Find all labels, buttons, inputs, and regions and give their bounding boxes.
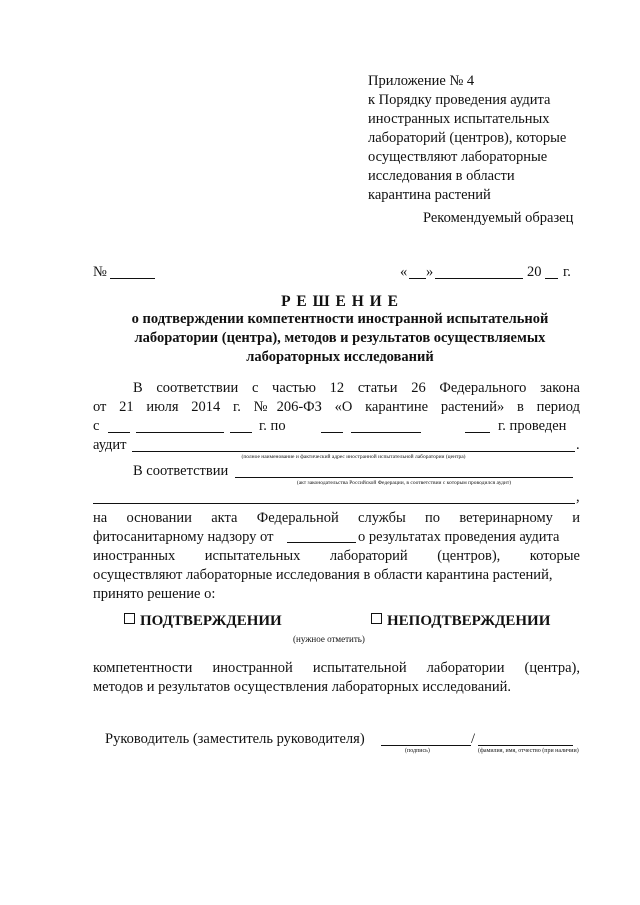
- act-date-blank: [287, 542, 356, 543]
- accordance-blank-continuation: [93, 503, 575, 504]
- full-name-hint: (фамилия, имя, отчество (при наличии): [478, 748, 579, 754]
- accordance-hint: (акт законодательства Российской Федерации, в соответствии с которым проводился аудит): [296, 480, 512, 486]
- deny-checkbox-icon[interactable]: [371, 613, 382, 624]
- date-day-blank: [409, 278, 426, 279]
- appendix-line: лабораторий (центров), которые: [368, 130, 567, 146]
- option-confirm-label: ПОДТВЕРЖДЕНИИ: [140, 613, 282, 629]
- date-year-suffix: г.: [563, 264, 571, 280]
- audit-blank: [132, 451, 575, 452]
- appendix-block: [368, 72, 566, 205]
- period-to-month-blank: [351, 432, 421, 433]
- paragraph-line: иностранных испытательных лабораторий (центров), которые: [93, 548, 580, 564]
- period-from-month-blank: [136, 432, 224, 433]
- document-subtitle-line: о подтверждении компетентности иностранной испытательной: [131, 311, 549, 327]
- recommended-sample-label: Рекомендуемый образец: [423, 210, 574, 226]
- accordance-label: В соответствии: [133, 463, 229, 479]
- paragraph-line: принято решение о:: [93, 586, 216, 602]
- appendix-line: осуществляют лабораторные: [368, 149, 548, 165]
- document-title: Р Е Ш Е Н И Е: [281, 293, 399, 310]
- document-number-blank: [110, 278, 155, 279]
- paragraph-line: В соответствии с частью 12 статьи 26 Федерального закона: [133, 380, 580, 396]
- signature-blank: [381, 745, 471, 746]
- signature-separator: /: [471, 731, 476, 747]
- appendix-line: исследования в области: [368, 168, 515, 184]
- appendix-line: карантина растений: [368, 187, 491, 203]
- period-to-year-blank: [465, 432, 490, 433]
- signature-hint: (подпись): [405, 748, 430, 754]
- appendix-line: Приложение № 4: [368, 73, 475, 89]
- date-month-blank: [435, 278, 523, 279]
- period-end-label: г. проведен: [498, 418, 567, 434]
- signature-label: Руководитель (заместитель руководителя): [105, 731, 365, 747]
- date-quote-close: »: [426, 264, 434, 280]
- audit-label: аудит: [93, 437, 127, 453]
- paragraph-line-prefix: фитосанитарному надзору от: [93, 529, 274, 545]
- audit-hint: (полное наименование и фактический адрес иностранной испытательной лаборатории (центра): [241, 454, 466, 460]
- option-deny-label: НЕПОДТВЕРЖДЕНИИ: [387, 613, 551, 629]
- paragraph-line: осуществляют лабораторные исследования в области карантина растений,: [93, 567, 553, 583]
- period-from-label: с: [93, 418, 100, 434]
- options-hint: (нужное отметить): [293, 634, 365, 644]
- period-to-day-blank: [321, 432, 343, 433]
- conclusion-line: компетентности иностранной испытательной лаборатории (центра),: [93, 660, 580, 676]
- paragraph-line: на основании акта Федеральной службы по ветеринарному и: [93, 510, 580, 526]
- appendix-line: иностранных испытательных: [368, 111, 550, 127]
- paragraph-line: от 21 июля 2014 г. №206-ФЗ «О карантине растений» в период: [93, 399, 580, 415]
- document-subtitle-line: лабораторных исследований: [246, 349, 434, 365]
- audit-end-dot: .: [576, 437, 580, 453]
- option-deny[interactable]: [371, 612, 550, 631]
- conclusion-line: методов и результатов осуществления лабораторных исследований.: [93, 679, 512, 695]
- date-year-blank: [545, 278, 558, 279]
- period-from-year-blank: [230, 432, 252, 433]
- document-subtitle-line: лаборатории (центра), методов и результатов осуществляемых: [134, 330, 546, 346]
- paragraph-line-suffix: о результатах проведения аудита: [358, 529, 560, 545]
- accordance-blank: [235, 477, 573, 478]
- date-quote-open: «: [400, 264, 408, 280]
- appendix-line: к Порядку проведения аудита: [368, 92, 551, 108]
- accordance-end-comma: ,: [576, 489, 580, 505]
- period-to-label: г. по: [259, 418, 286, 434]
- date-year-prefix: 20: [527, 264, 542, 280]
- option-confirm[interactable]: [124, 612, 282, 631]
- period-from-day-blank: [108, 432, 130, 433]
- document-number-label: №: [93, 264, 107, 280]
- confirm-checkbox-icon[interactable]: [124, 613, 135, 624]
- full-name-blank: [478, 745, 573, 746]
